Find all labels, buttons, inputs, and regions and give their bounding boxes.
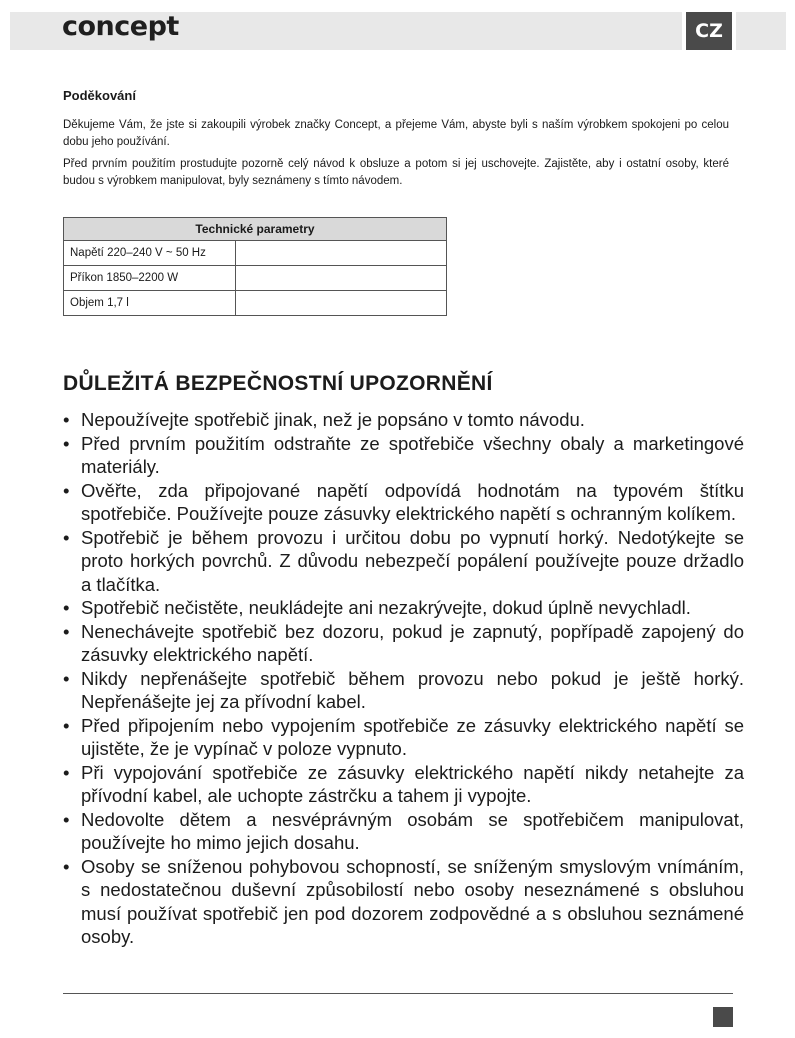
list-item-text: Nedovolte dětem a nesvéprávným osobám se spotřebičem manipulovat, používejte ho mimo jejich dosahu.	[81, 808, 744, 853]
list-item	[63, 596, 744, 620]
list-item-text: Nikdy nepřenášejte spotřebič během provozu nebo pokud je ještě horký. Nepřenášejte jej za přívodní kabel.	[81, 667, 744, 712]
safety-list	[63, 408, 744, 949]
bullet-icon: •	[63, 409, 70, 430]
list-item-text: Spotřebič nečistěte, neukládejte ani nezakrývejte, dokud úplně nevychladl.	[81, 597, 691, 618]
list-item	[63, 526, 744, 597]
footer-marker	[713, 1007, 733, 1027]
bullet-icon: •	[63, 432, 70, 454]
list-item	[63, 855, 744, 949]
safety-title: DŮLEŽITÁ BEZPEČNOSTNÍ UPOZORNĚNÍ	[63, 372, 493, 395]
table-cell-value	[236, 266, 447, 291]
list-item-text: Před prvním použitím odstraňte ze spotřebiče všechny obaly a marketingové materiály.	[81, 432, 744, 477]
thanks-paragraph: Před prvním použitím prostudujte pozorně celý návod k obsluze a potom si jej uschovejte. Zajistěte, aby i ostatní osoby, které budou s výrobkem manipulovat, byly seznámeny s tímto návodem.	[63, 158, 729, 187]
bullet-icon: •	[63, 479, 70, 501]
list-item-text: Nenechávejte spotřebič bez dozoru, pokud je zapnutý, popřípadě zapojený do zásuvky elektrického napětí.	[81, 620, 744, 665]
footer-divider	[63, 993, 733, 994]
list-item	[63, 667, 744, 714]
header-bar-end	[736, 12, 786, 50]
bullet-icon: •	[63, 526, 70, 548]
table-header-row	[64, 218, 447, 241]
bullet-icon: •	[63, 808, 70, 830]
list-item	[63, 479, 744, 526]
list-item-text: Osoby se sníženou pohybovou schopností, se sníženým smyslovým vnímáním, s nedostatečnou duševní způsobilostí nebo osoby neseznámené s obsluhou musí používat spotřebič jen pod dozorem zodpovědné a s obsluhou seznámené osoby.	[81, 855, 744, 947]
bullet-icon: •	[63, 855, 70, 877]
list-item	[63, 808, 744, 855]
list-item-text: Nepoužívejte spotřebič jinak, než je popsáno v tomto návodu.	[81, 409, 585, 430]
table-cell-value	[236, 241, 447, 266]
language-badge: CZ	[686, 12, 732, 50]
bullet-icon: •	[63, 597, 70, 618]
table-cell-value	[236, 291, 447, 316]
list-item	[63, 761, 744, 808]
brand-logo: concept	[62, 11, 179, 42]
list-item-text: Při vypojování spotřebiče ze zásuvky elektrického napětí nikdy netahejte za přívodní kabel, ale uchopte zástrčku a tahem ji vypojte.	[81, 761, 744, 806]
list-item-text: Ověřte, zda připojované napětí odpovídá hodnotám na typovém štítku spotřebiče. Používejte pouze zásuvky elektrického napětí s ochranným kolíkem.	[81, 479, 744, 524]
list-item	[63, 620, 744, 667]
list-item-text: Před připojením nebo vypojením spotřebiče ze zásuvky elektrického napětí se ujistěte, že je vypínač v poloze vypnuto.	[81, 714, 744, 759]
table-cell-label: Napětí 220–240 V ~ 50 Hz	[64, 241, 236, 266]
list-item-text: Spotřebič je během provozu i určitou dobu po vypnutí horký. Nedotýkejte se proto horkých povrchů. Z důvodu nebezpečí popálení používejte pouze držadlo a tlačítka.	[81, 526, 744, 595]
table-row	[64, 291, 447, 316]
table-row	[64, 266, 447, 291]
bullet-icon: •	[63, 714, 70, 736]
bullet-icon: •	[63, 761, 70, 783]
bullet-icon: •	[63, 620, 70, 642]
list-item	[63, 714, 744, 761]
thanks-paragraph: Děkujeme Vám, že jste si zakoupili výrobek značky Concept, a přejeme Vám, abyste byli s naším výrobkem spokojeni po celou dobu jeho používání.	[63, 119, 729, 148]
table-row	[64, 241, 447, 266]
thanks-title: Poděkování	[63, 88, 136, 103]
table-cell-label: Objem 1,7 l	[64, 291, 236, 316]
table-cell-label: Příkon 1850–2200 W	[64, 266, 236, 291]
list-item	[63, 432, 744, 479]
list-item	[63, 408, 744, 432]
technical-parameters-table	[63, 217, 447, 316]
bullet-icon: •	[63, 667, 70, 689]
table-header: Technické parametry	[64, 218, 447, 241]
